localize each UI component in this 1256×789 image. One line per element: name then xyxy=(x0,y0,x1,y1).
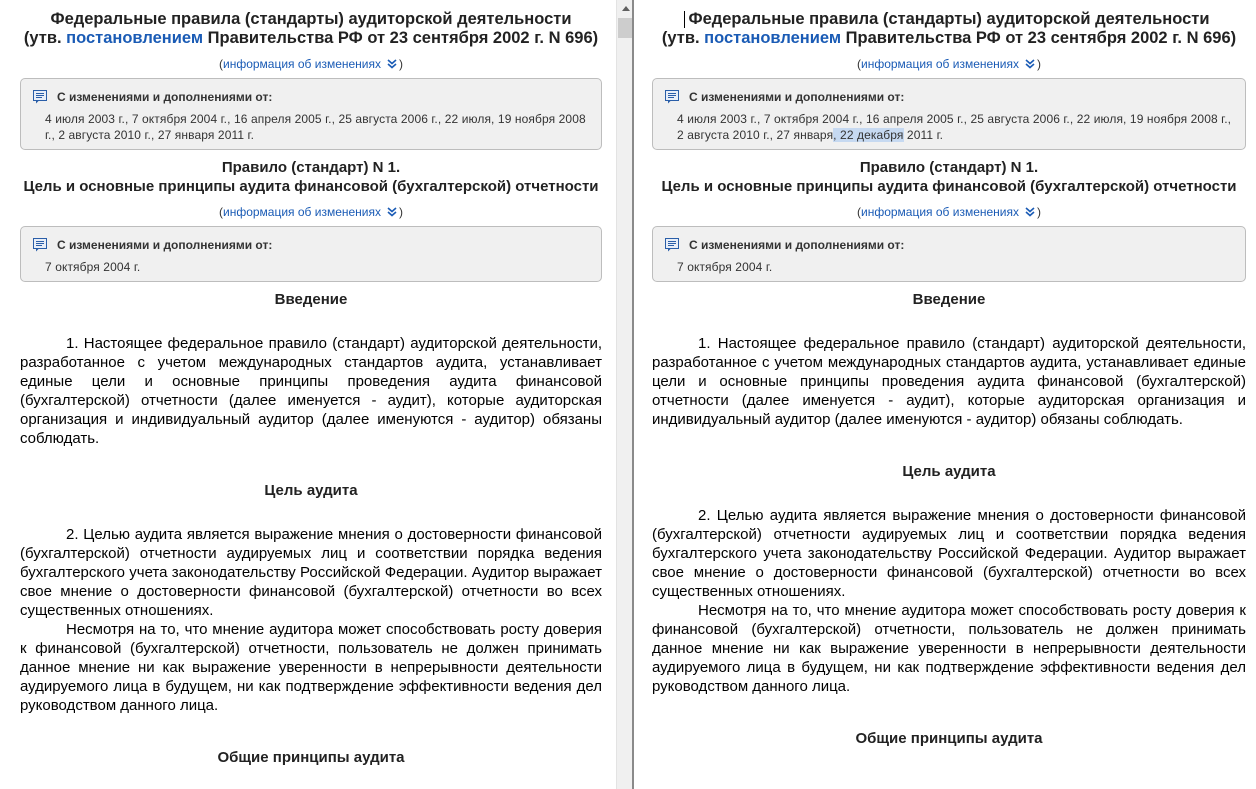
double-chevron-down-icon[interactable] xyxy=(387,207,397,217)
document-comment-icon xyxy=(33,238,49,252)
title-line-2 xyxy=(20,29,602,48)
document-pane-right[interactable] xyxy=(636,0,1256,789)
rule-title xyxy=(652,158,1246,196)
section-heading-intro: Введение xyxy=(912,291,986,308)
paren-close: ) xyxy=(399,205,404,219)
paragraph-1: 1. Настоящее федеральное правило (стандарт) аудиторской деятельности, разработанное с учетом международных стандартов аудита, устанавливает единые цели и основные принципы проведения аудита финансовой (бухгалтерской) отчетности (далее именуется - аудит), которые аудиторская организация и индивидуальный аудитор (далее именуются - аудитор) обязаны соблюдать. xyxy=(20,335,602,447)
title-line-1: Федеральные правила (стандарты) аудиторской деятельности xyxy=(688,10,1210,28)
resolution-link[interactable]: постановлением xyxy=(704,29,842,47)
note-header-text: С изменениями и дополнениями от: xyxy=(57,238,273,252)
paragraph-2: 2. Целью аудита является выражение мнения о достоверности финансовой (бухгалтерской) отчетности аудируемых лиц и соответствии порядка ведения бухгалтерского учета законодательству Российской Федерации. Аудитор выражает свое мнение о достоверности финансовой (бухгалтерской) отчетности во всех существенных отношениях. xyxy=(652,507,1246,600)
note-header xyxy=(665,89,1233,105)
change-dates: 7 октября 2004 г. xyxy=(677,260,773,274)
splitter-line xyxy=(632,0,634,789)
rule-changes-note-box xyxy=(20,226,602,282)
paragraph-3: Несмотря на то, что мнение аудитора может способствовать росту доверия к финансовой (бухгалтерской) отчетности, пользователь не должен принимать данное мнение ни как выражение уверенности в непрерывности деятельности аудируемого лица в будущем, ни как подтверждение эффективности ведения дел руководством данного лица. xyxy=(20,621,602,714)
highlighted-date: , 22 декабря xyxy=(833,128,904,142)
section-heading-intro: Введение xyxy=(274,291,348,308)
rule-changes-note-box xyxy=(652,226,1246,282)
document-title xyxy=(20,10,602,48)
resolution-link[interactable]: постановлением xyxy=(66,29,204,47)
document-content-left xyxy=(20,0,602,768)
changes-note-box xyxy=(652,78,1246,150)
title-suffix: Правительства РФ от 23 сентября 2002 г. N 696) xyxy=(841,29,1237,47)
paragraph-2: 2. Целью аудита является выражение мнения о достоверности финансовой (бухгалтерской) отчетности аудируемых лиц и соответствии порядка ведения бухгалтерского учета законодательству Российской Федерации. Аудитор выражает свое мнение о достоверности финансовой (бухгалтерской) отчетности во всех существенных отношениях. xyxy=(20,526,602,619)
changes-info-link[interactable]: информация об изменениях xyxy=(860,205,1020,219)
double-chevron-down-icon[interactable] xyxy=(1025,59,1035,69)
paren-open: ( xyxy=(856,57,861,71)
change-dates-tail: 2011 г. xyxy=(903,128,944,142)
changes-info-link[interactable]: информация об изменениях xyxy=(222,205,382,219)
change-dates: 4 июля 2003 г., 7 октября 2004 г., 16 апреля 2005 г., 25 августа 2006 г., 22 июля, 19 ноября 2008 г., 2 августа 2010 г., 27 января 2011 г. xyxy=(45,112,586,142)
double-chevron-down-icon[interactable] xyxy=(387,59,397,69)
rule-changes-info xyxy=(20,204,602,220)
paren-close: ) xyxy=(1037,57,1042,71)
document-comment-icon xyxy=(665,90,681,104)
text-cursor xyxy=(684,11,685,28)
changes-info xyxy=(652,56,1246,72)
document-title xyxy=(652,10,1246,48)
title-prefix: (утв. xyxy=(23,29,67,47)
title-line-2 xyxy=(652,29,1246,48)
rule-title-line-2: Цель и основные принципы аудита финансовой (бухгалтерской) отчетности xyxy=(23,178,599,195)
section-heading-goal: Цель аудита xyxy=(902,463,996,480)
title-line-1: Федеральные правила (стандарты) аудиторской деятельности xyxy=(50,10,572,28)
document-comment-icon xyxy=(33,90,49,104)
document-comment-icon xyxy=(665,238,681,252)
paren-open: ( xyxy=(218,205,223,219)
title-prefix: (утв. xyxy=(661,29,705,47)
section-heading-principles: Общие принципы аудита xyxy=(855,730,1043,747)
changes-note-box xyxy=(20,78,602,150)
change-dates xyxy=(677,111,1233,143)
paren-close: ) xyxy=(399,57,404,71)
paragraph-1: 1. Настоящее федеральное правило (стандарт) аудиторской деятельности, разработанное с учетом международных стандартов аудита, устанавливает единые цели и основные принципы проведения аудита финансовой (бухгалтерской) отчетности (далее именуется - аудит), которые аудиторская организация и индивидуальный аудитор (далее именуются - аудитор) обязаны соблюдать. xyxy=(652,335,1246,428)
note-header xyxy=(33,89,589,105)
paren-close: ) xyxy=(1037,205,1042,219)
scroll-thumb[interactable] xyxy=(618,18,632,38)
note-header-text: С изменениями и дополнениями от: xyxy=(689,238,905,252)
rule-title xyxy=(20,158,602,196)
rule-changes-info xyxy=(652,204,1246,220)
note-header xyxy=(665,237,1233,253)
rule-title-line-1: Правило (стандарт) N 1. xyxy=(859,159,1039,176)
change-dates: 7 октября 2004 г. xyxy=(45,260,141,274)
rule-title-line-2: Цель и основные принципы аудита финансовой (бухгалтерской) отчетности xyxy=(661,178,1237,195)
note-header-text: С изменениями и дополнениями от: xyxy=(689,90,905,104)
rule-title-line-1: Правило (стандарт) N 1. xyxy=(221,159,401,176)
note-header-text: С изменениями и дополнениями от: xyxy=(57,90,273,104)
paren-open: ( xyxy=(856,205,861,219)
paragraph-3: Несмотря на то, что мнение аудитора может способствовать росту доверия к финансовой (бухгалтерской) отчетности, пользователь не должен принимать данное мнение ни как выражение уверенности в непрерывности деятельности аудируемого лица в будущем, ни как подтверждение эффективности ведения дел руководством данного лица. xyxy=(652,602,1246,695)
section-heading-goal: Цель аудита xyxy=(264,482,358,499)
document-content-right xyxy=(652,0,1246,749)
document-pane-left[interactable] xyxy=(0,0,616,789)
changes-info-link[interactable]: информация об изменениях xyxy=(860,57,1020,71)
double-chevron-down-icon[interactable] xyxy=(1025,207,1035,217)
changes-info xyxy=(20,56,602,72)
note-header xyxy=(33,237,589,253)
title-suffix: Правительства РФ от 23 сентября 2002 г. N 696) xyxy=(203,29,599,47)
arrow-up-icon xyxy=(622,6,630,11)
paren-open: ( xyxy=(218,57,223,71)
change-dates-main: 4 июля 2003 г., 7 октября 2004 г., 16 апреля 2005 г., 25 августа 2006 г., 22 июля, 19 ноября 2008 г., 2 августа 2010 г., 27 января xyxy=(677,112,1232,142)
changes-info-link[interactable]: информация об изменениях xyxy=(222,57,382,71)
section-heading-principles: Общие принципы аудита xyxy=(217,749,405,766)
